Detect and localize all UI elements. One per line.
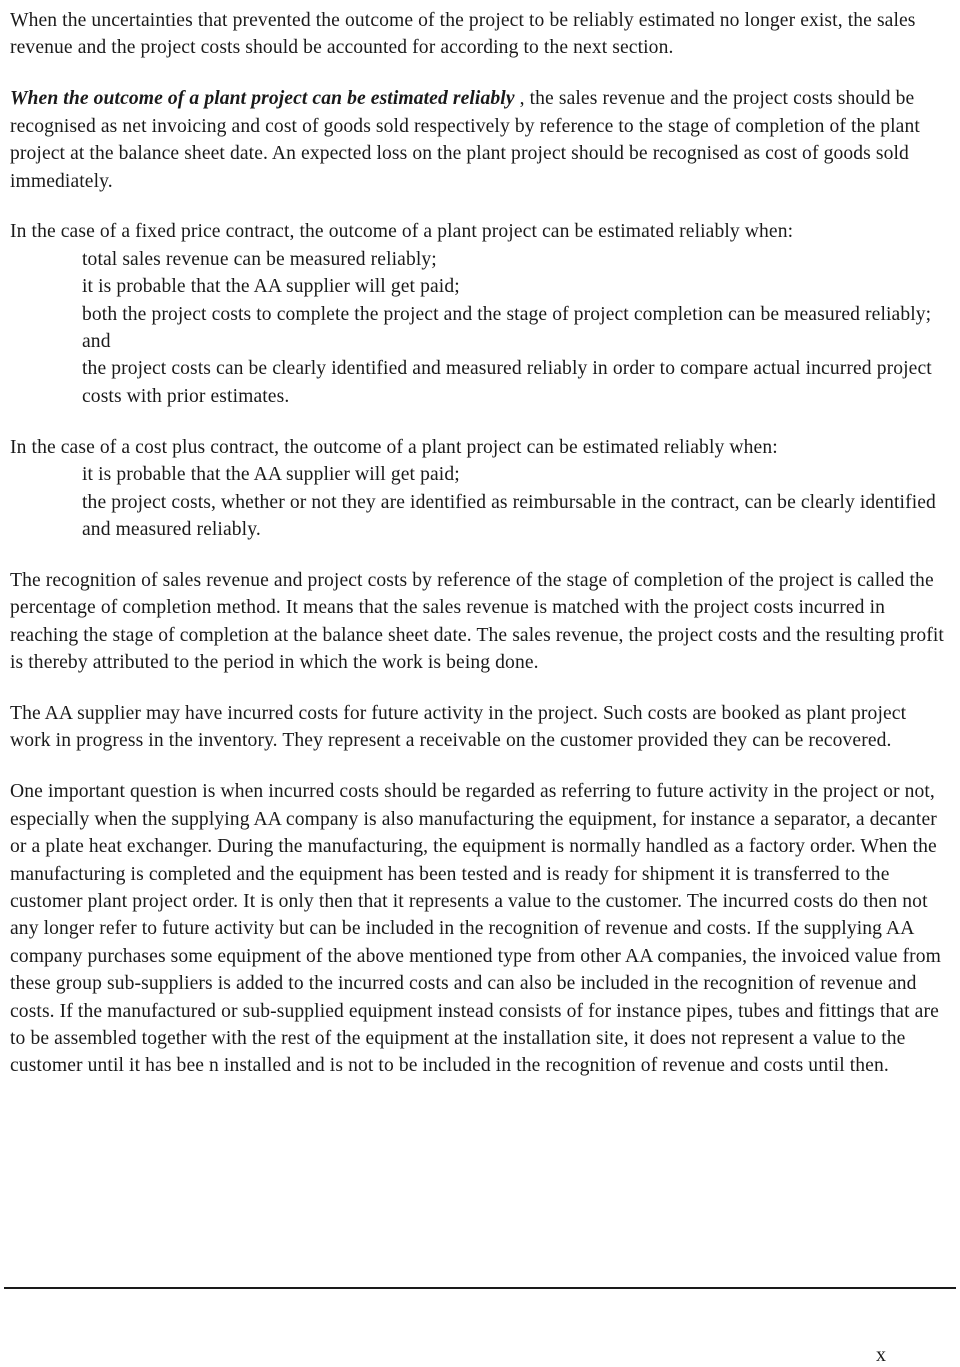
paragraph-cost-plus-contract bbox=[10, 434, 945, 544]
list-item: it is probable that the AA supplier will get paid; bbox=[82, 464, 460, 486]
list-item: the project costs can be clearly identified and measured reliably in order to compare actual incurred project costs with prior estimates. bbox=[82, 358, 932, 407]
paragraph-future-activity-costs: The AA supplier may have incurred costs for future activity in the project. Such costs are booked as plant project work in progress in the inventory. They represent a receivable on the customer provided they can be recovered. bbox=[10, 703, 907, 752]
list-item: both the project costs to complete the project and the stage of project completion can be measured reliably; and bbox=[82, 303, 932, 353]
document-body bbox=[10, 7, 945, 1080]
page-mark: x bbox=[876, 1344, 886, 1366]
paragraph-body-text: , the sales revenue and the project costs should be recognised as net invoicing and cost of goods sold respectively by reference to the stage of completion of the plant project at the balance sheet date. An expected loss on the plant project should be recognised as cost of goods sold immediately. bbox=[10, 88, 920, 192]
list-item: total sales revenue can be measured reliably; bbox=[82, 248, 437, 270]
footer-divider bbox=[4, 1287, 956, 1289]
cost-plus-conditions-list bbox=[10, 461, 945, 543]
fixed-price-conditions-list bbox=[10, 246, 945, 410]
paragraph-percentage-of-completion: The recognition of sales revenue and project costs by reference of the stage of completion of the project is called the percentage of completion method. It means that the sales revenue is matched with the project costs incurred in reaching the stage of completion at the balance sheet date. The sales revenue, the project costs and the resulting profit is thereby attributed to the period in which the work is being done. bbox=[10, 569, 944, 674]
paragraph-estimated-reliably bbox=[10, 85, 945, 195]
paragraph-uncertainties: When the uncertainties that prevented the outcome of the project to be reliably estimated no longer exist, the sales revenue and the project costs should be accounted for according to the next section. bbox=[10, 10, 916, 59]
list-item: the project costs, whether or not they are identified as reimbursable in the contract, can be clearly identified and measured reliably. bbox=[82, 491, 936, 540]
list-item: it is probable that the AA supplier will get paid; bbox=[82, 276, 460, 298]
paragraph-fixed-price-contract bbox=[10, 218, 945, 410]
paragraph-important-question: One important question is when incurred costs should be regarded as referring to future activity in the project or not, especially when the supplying AA company is also manufacturing the equipment, for instance a separator, a decanter or a plate heat exchanger. During the manufacturing, the equipment is normally handled as a factory order. When the manufacturing is completed and the equipment has been tested and is ready for shipment it is transferred to the customer plant project order. It is only then that it represents a value to the customer. The incurred costs do then not any longer refer to future activity but can be included in the recognition of revenue and costs. If the supplying AA company purchases some equipment of the above mentioned type from other AA companies, the invoiced value from these group sub-suppliers is added to the incurred costs and can also be included in the recognition of revenue and costs. If the manufactured or sub-supplied equipment instead consists of for instance pipes, tubes and fittings that are to be assembled together with the rest of the equipment at the installation site, it does not represent a value to the customer until it has bee n installed and is not to be included in the recognition of revenue and costs until then. bbox=[10, 781, 942, 1077]
paragraph-lead-heading: When the outcome of a plant project can be estimated reliably bbox=[10, 88, 515, 110]
cost-plus-intro: In the case of a cost plus contract, the outcome of a plant project can be estimated reliably when: bbox=[10, 436, 778, 458]
fixed-price-intro: In the case of a fixed price contract, the outcome of a plant project can be estimated reliably when: bbox=[10, 221, 794, 243]
